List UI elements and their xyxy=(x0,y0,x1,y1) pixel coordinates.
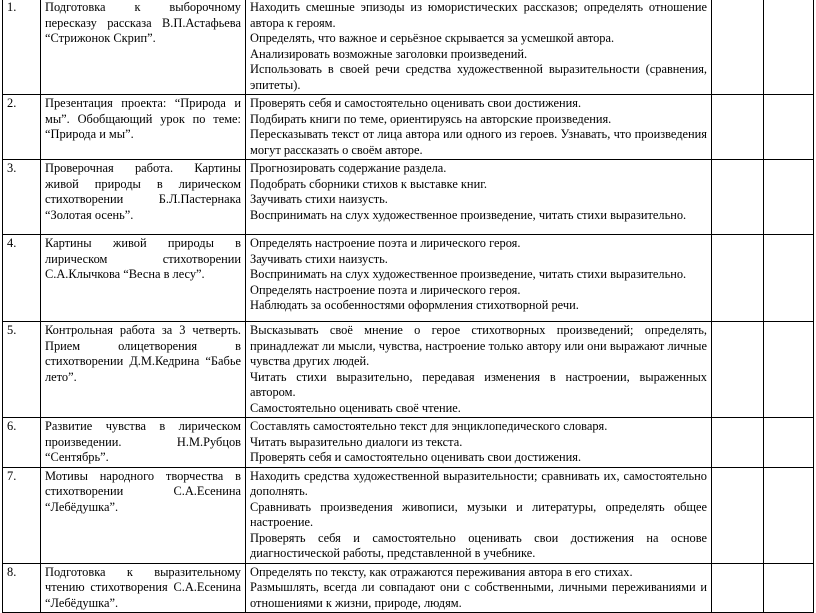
empty-cell xyxy=(764,467,814,563)
activity-line: Находить смешные эпизоды из юмористических рассказов; определять отношение автора к героям. xyxy=(250,0,707,30)
lesson-topic: Презентация проекта: “Природа и мы”. Обобщающий урок по теме: “Природа и мы”. xyxy=(41,95,246,160)
activity-line: Проверять себя и самостоятельно оценивать свои достижения. xyxy=(250,450,582,464)
lesson-number: 7. xyxy=(3,467,41,563)
activity-line: Определять настроение поэта и лирического героя. xyxy=(250,236,521,250)
lesson-topic: Подготовка к выразительному чтению стихотворения С.А.Есенина “Лебёдушка”. xyxy=(41,563,246,613)
table-row xyxy=(3,563,814,613)
activity-line: Воспринимать на слух художественное произведение, читать стихи выразительно. xyxy=(250,267,687,281)
table-row xyxy=(3,95,814,160)
empty-cell xyxy=(764,235,814,322)
table-row xyxy=(3,235,814,322)
empty-cell xyxy=(712,563,764,613)
empty-cell xyxy=(712,0,764,95)
activity-line: Использовать в своей речи средства художественной выразительности (сравнения, эпитеты). xyxy=(250,62,707,92)
lesson-activities xyxy=(246,467,712,563)
activity-line: Определять, что важное и серьёзное скрывается за усмешкой автора. xyxy=(250,31,615,45)
activity-line: Анализировать возможные заголовки произведений. xyxy=(250,46,528,61)
lesson-number: 8. xyxy=(3,563,41,613)
lesson-topic: Развитие чувства в лирическом произведении. Н.М.Рубцов “Сентябрь”. xyxy=(41,418,246,468)
table-row xyxy=(3,418,814,468)
lesson-plan-table xyxy=(2,0,814,613)
table-row xyxy=(3,467,814,563)
lesson-number: 4. xyxy=(3,235,41,322)
empty-cell xyxy=(764,563,814,613)
activity-line: Прогнозировать содержание раздела. xyxy=(250,161,447,175)
lesson-activities xyxy=(246,95,712,160)
empty-cell xyxy=(712,235,764,322)
activity-line: Находить средства художественной выразительности; сравнивать их, самостоятельно дополнять. xyxy=(250,468,707,498)
empty-cell xyxy=(712,467,764,563)
activity-line: Заучивать стихи наизусть. xyxy=(250,251,388,266)
lesson-topic: Проверочная работа. Картины живой природы в лирическом стихотворении Б.Л.Пастернака “Золотая осень”. xyxy=(41,160,246,235)
activity-line: Самостоятельно оценивать своё чтение. xyxy=(250,400,461,415)
lesson-plan-body xyxy=(3,0,814,613)
empty-cell xyxy=(764,0,814,95)
activity-line: Подобрать сборники стихов к выставке книг. xyxy=(250,176,487,191)
empty-cell xyxy=(712,95,764,160)
activity-line: Проверять себя и самостоятельно оценивать свои достижения на основе диагностической работы, представленной в учебнике. xyxy=(250,530,707,560)
empty-cell xyxy=(764,418,814,468)
empty-cell xyxy=(712,322,764,418)
empty-cell xyxy=(764,322,814,418)
lesson-activities xyxy=(246,322,712,418)
lesson-topic: Контрольная работа за 3 четверть. Прием олицетворения в стихотворении Д.М.Кедрина “Бабье лето”. xyxy=(41,322,246,418)
empty-cell xyxy=(712,418,764,468)
table-row xyxy=(3,322,814,418)
activity-line: Сравнивать произведения живописи, музыки и литературы, определять общее настроение. xyxy=(250,499,707,529)
lesson-topic: Подготовка к выборочному пересказу рассказа В.П.Астафьева “Стрижонок Скрип”. xyxy=(41,0,246,95)
activity-line: Определять по тексту, как отражаются переживания автора в его стихах. xyxy=(250,564,633,579)
lesson-activities xyxy=(246,160,712,235)
lesson-number: 6. xyxy=(3,418,41,468)
lesson-activities xyxy=(246,0,712,95)
activity-line: Воспринимать на слух художественное произведение, читать стихи выразительно. xyxy=(250,207,687,222)
lesson-number: 5. xyxy=(3,322,41,418)
activity-line: Читать стихи выразительно, передавая изменения в настроении, выраженных автором. xyxy=(250,369,707,399)
lesson-number: 1. xyxy=(3,0,41,95)
activity-line: Наблюдать за особенностями оформления стихотворной речи. xyxy=(250,298,579,312)
lesson-activities xyxy=(246,418,712,468)
table-row xyxy=(3,0,814,95)
activity-line: Высказывать своё мнение о герое стихотворных произведений; определять, принадлежат ли мысли, чувства, настроение только автору или они выражают личные чувства других людей. xyxy=(250,323,707,368)
activity-line: Заучивать стихи наизусть. xyxy=(250,192,388,206)
activity-line: Составлять самостоятельно текст для энциклопедического словаря. xyxy=(250,419,608,433)
activity-line: Подбирать книги по теме, ориентируясь на авторские произведения. xyxy=(250,111,612,126)
lesson-number: 3. xyxy=(3,160,41,235)
activity-line: Читать выразительно диалоги из текста. xyxy=(250,434,463,449)
lesson-activities xyxy=(246,235,712,322)
lesson-activities xyxy=(246,563,712,613)
lesson-topic: Мотивы народного творчества в стихотворении С.А.Есенина “Лебёдушка”. xyxy=(41,467,246,563)
empty-cell xyxy=(764,160,814,235)
empty-cell xyxy=(712,160,764,235)
activity-line: Определять настроение поэта и лирического героя. xyxy=(250,282,521,297)
lesson-topic: Картины живой природы в лирическом стихотворении С.А.Клычкова “Весна в лесу”. xyxy=(41,235,246,322)
activity-line: Пересказывать текст от лица автора или одного из героев. Узнавать, что произведения могут рассказать о своём авторе. xyxy=(250,127,707,157)
empty-cell xyxy=(764,95,814,160)
lesson-number: 2. xyxy=(3,95,41,160)
activity-line: Размышлять, всегда ли совпадают они с собственными, личными переживаниями и отношениями к жизни, природе, людям. xyxy=(250,580,707,610)
table-row xyxy=(3,160,814,235)
activity-line: Проверять себя и самостоятельно оценивать свои достижения. xyxy=(250,96,582,110)
